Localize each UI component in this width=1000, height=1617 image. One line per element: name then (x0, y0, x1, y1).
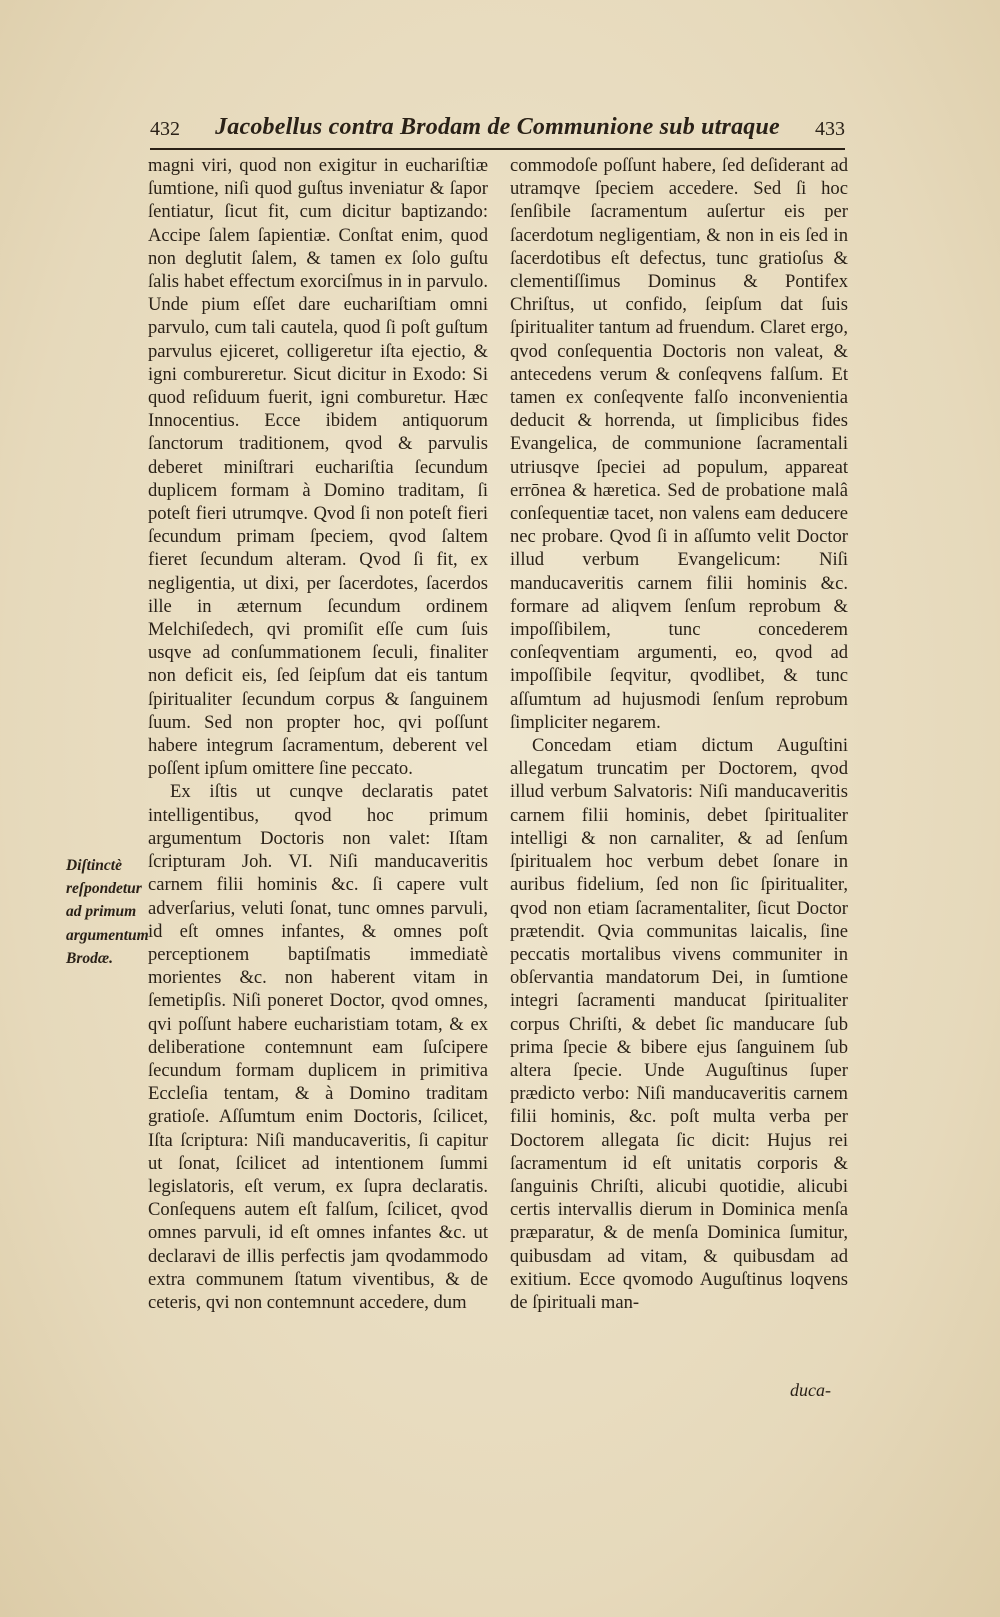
right-column (510, 154, 848, 1314)
left-paragraph-1: magni viri, quod non exigitur in euchariſtiæ ſumtione, niſi quod guſtus inveniatur & ſapor ſentiatur, ſicut fit, cum dicitur baptizando: Accipe ſalem ſapientiæ. Conſtat enim, quod non deglutit ſalem, & tamen ex ſolo guſtu ſalis habet effectum exorciſmus in in parvulo. Unde pium eſſet dare euchariſtiam omni parvulo, cum tali cautela, quod ſi poſt guſtum parvulus ejiceret, colligeretur iſta ejectio, & igni combureretur. Sicut dicitur in Exodo: Si quod reſiduum fuerit, igni comburetur. Hæc Innocentius. Ecce ibidem antiquorum ſanctorum traditionem, qvod & parvulis deberet miniſtrari euchariſtia ſecundum duplicem formam à Domino traditam, ſi poteſt fieri utrumqve. Qvod ſi non poteſt fieri ſecundum primam ſpeciem, qvod ſaltem fieret ſecundum alteram. Qvod ſi fit, ex negligentia, ut dixi, per ſacerdotes, ſacerdos ille in æternum ſecundum ordinem Melchiſedech, qvi promiſit eſſe cum ſuis usqve ad conſummationem ſeculi, finaliter non deficit eis, ſed ſeipſum dat eis tantum ſpiritualiter ſecundum corpus & ſanguinem ſuum. Sed non propter hoc, qvi poſſunt habere integrum ſacramentum, deberent vel poſſent ipſum omittere ſine peccato. (148, 155, 488, 780)
left-column (148, 154, 488, 1314)
page-number-left: 432 (150, 118, 180, 140)
marginal-note: Diſtinctè reſpondetur ad primum argumentum Brodæ. (66, 857, 149, 967)
right-paragraph-2: Concedam etiam dictum Auguſtini allegatum truncatim per Doctorem, qvod illud verbum Salvatoris: Niſi manducaveritis carnem filii hominis, debet ſpiritualiter intelligi & non carnaliter, & ad ſenſum ſpiritualem hoc verbum debet ſonare in auribus fidelium, ſed non ſic ſpiritualiter, qvod non etiam ſacramentaliter, ſicut Doctor prætendit. Qvia communitas laicalis, ſine peccatis mortalibus vivens communiter in obſervantia mandatorum Dei, in ſumtione integri ſacramenti manducat ſpiritualiter corpus Chriſti, & debet ſic manducare ſub prima ſpecie & bibere ejus ſanguinem ſub altera ſpecie. Unde Auguſtinus ſuper prædicto verbo: Niſi manducaveritis carnem filii hominis, &c. poſt multa verba per Doctorem allegata ſic dicit: Hujus rei ſacramentum id eſt unitatis corporis & ſanguinis Chriſti, alicubi quotidie, alicubi certis intervallis dierum in Dominica menſa præparatur, & de menſa Dominica ſumitur, quibusdam ad vitam, & quibusdam ad exitium. Ecce qvomodo Auguſtinus loqvens de ſpirituali man- (510, 735, 848, 1313)
left-paragraph-2: Ex iſtis ut cunqve declaratis patet intelligentibus, qvod hoc primum argumentum Doctoris non valet: Iſtam ſcripturam Joh. VI. Niſi manducaveritis carnem filii hominis &c. ſi capere vult adverſarius, veluti ſonat, tunc omnes parvuli, id eſt omnes infantes, & omnes poſt perceptionem baptiſmatis immediatè morientes &c. non haberent vitam in ſemetipſis. Niſi poneret Doctor, qvod omnes, qvi poſſunt habere eucharistiam totam, & ex deliberatione contemnunt eam ſuſcipere ſecundum formam duplicem in primitiva Eccleſia tentam, & à Domino traditam gratioſe. Aſſumtum enim Doctoris, ſcilicet, Iſta ſcriptura: Niſi manducaveritis, ſi capitur ut ſonat, ſcilicet ad intentionem ſummi legislatoris, eſt verum, ex ſupra declaratis. Conſequens autem eſt falſum, ſcilicet, qvod omnes parvuli, id eſt omnes infantes &c. ut declaravi de illis perfectis jam qvodammodo extra communem ſtatum viventibus, & de ceteris, qvi non contemnunt accedere, dum (148, 781, 488, 1313)
page-header (150, 112, 845, 150)
catchword: duca- (790, 1380, 831, 1400)
page-number-right: 433 (815, 118, 845, 140)
running-title: Jacobellus contra Brodam de Communione sub utraque (215, 114, 780, 140)
right-paragraph-1: commodoſe poſſunt habere, ſed deſiderant ad utramqve ſpeciem accedere. Sed ſi hoc ſenſibile ſacramentum auſertur eis per ſacerdotum negligentiam, & non in eis ſed in ſacerdotibus eſt defectus, tunc gratioſus & clementiſſimus Dominus & Pontifex Chriſtus, ut confido, ſeipſum dat ſuis ſpiritualiter tantum ad fruendum. Claret ergo, qvod conſequentia Doctoris non valeat, & antecedens verum & conſeqvens falſum. Et tamen ex conſeqvente falſo inconvenientia deducit & horrenda, ut ſimplicibus fides Evangelica, de communione ſacramentali utriusqve ſpeciei ad populum, appareat errōnea & hæretica. Sed de probatione malâ conſequentiæ tacet, non valens eam deducere nec probare. Qvod ſi in aſſumto velit Doctor illud verbum Evangelicum: Niſi manducaveritis carnem filii hominis &c. formare ad aliqvem ſenſum reprobum & impoſſibilem, tunc concederem conſeqventiam argumenti, eo, qvod ad impoſſibile ſeqvitur, qvodlibet, & tunc aſſumtum ad hujusmodi ſenſum reprobum ſimpliciter negarem. (510, 155, 848, 733)
